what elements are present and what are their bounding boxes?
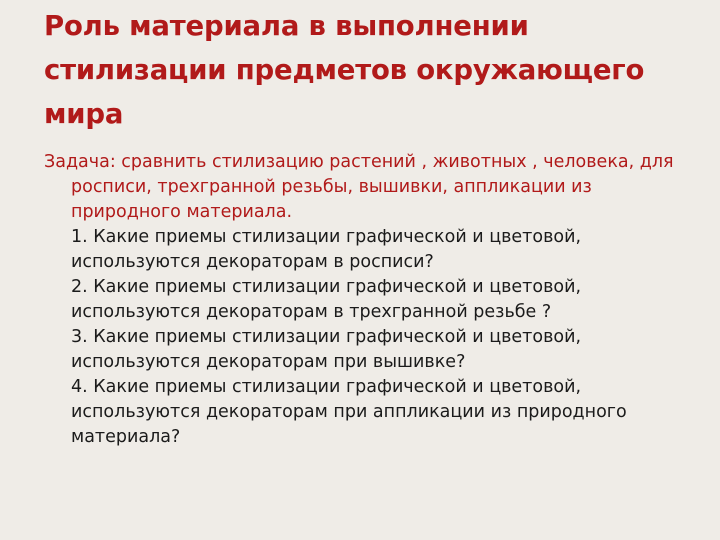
question-item: 1. Какие приемы стилизации графической и цветовой, используются декораторам в росписи? [71,227,582,272]
question-item: 2. Какие приемы стилизации графической и цветовой, используются декораторам в трехгранной резьбе ? [71,277,582,322]
slide-title: Роль материала в выполнении стилизации предметов окружающего мира [44,10,645,130]
question-item: 4. Какие приемы стилизации графической и цветовой, используются декораторам при аппликации из природного материала? [71,377,627,447]
task-text: Задача: сравнить стилизацию растений , животных , человека, для росписи, трехгранной резьбы, вышивки, аппликации из природного материала. [44,152,674,222]
slide-body [44,150,704,450]
question-item: 3. Какие приемы стилизации графической и цветовой, используются декораторам при вышивке? [71,327,582,372]
